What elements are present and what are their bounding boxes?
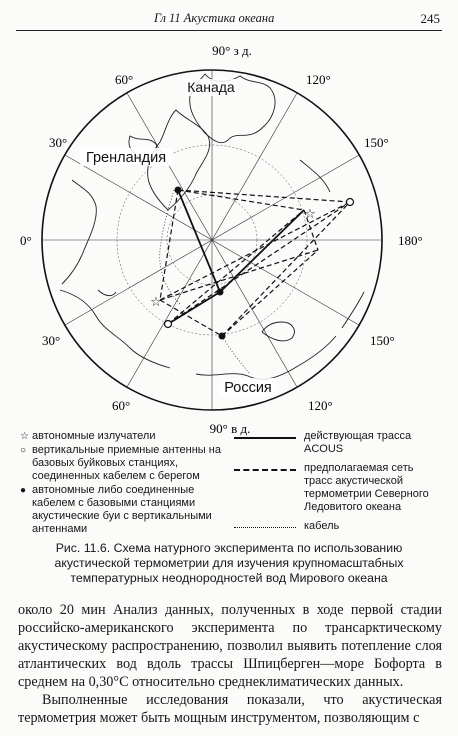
legend-text: автономные либо соединенные кабелем с базовыми станциями акустические буи с вертикальными антеннами — [32, 484, 212, 535]
star-icon: ☆ — [20, 431, 29, 442]
legend-item-buoy — [20, 484, 232, 536]
receiver-buoy-node — [175, 187, 182, 194]
meridian-label-150e-lower: 150° — [370, 333, 395, 348]
meridian-label-30w-upper: 30° — [49, 135, 68, 150]
legend-text: вертикальные приемные антенны на базовых буйковых станциях, соединенных кабелем с берегом — [32, 444, 221, 482]
legend-text: предполагаемая сеть трасс акустической термометрии Северного Ледовитого океана — [304, 462, 429, 513]
meridian-label-60w-upper: 60° — [115, 72, 134, 87]
meridian-label-90w: 90° з д. — [212, 43, 252, 58]
legend-text: автономные излучатели — [32, 430, 156, 442]
meridian-label-30e-lower: 30° — [42, 333, 61, 348]
meridian-label-60e-lower: 60° — [112, 398, 131, 413]
meridian-lines — [42, 70, 382, 410]
receiver-antenna-node — [347, 199, 354, 206]
receiver-buoy-node — [217, 289, 224, 296]
running-header — [16, 10, 442, 31]
legend-item-antenna — [20, 444, 232, 483]
meridian-label-90e: 90° в д. — [209, 421, 251, 436]
paragraph: около 20 мин Анализ данных, полученных в ходе первой стадии российско-американского эксперимента по трансарктическому акустическому распространению, позволил выявить потепление слоя атлантических вод вдоль трассы Шпицберген—море Бофорта в среднем на 0,30°С относительно среднеклиматических данных. — [18, 602, 442, 690]
receiver-antenna-node — [165, 321, 172, 328]
filled-circle-icon: ● — [20, 485, 27, 496]
meridian-label-0: 0° — [20, 233, 32, 248]
paragraph: Выполненные исследования показали, что акустическая термометрия может быть мощным инструментом, позволяющим с — [18, 692, 442, 726]
meridian-label-180: 180° — [398, 233, 423, 248]
dotted-line-icon — [234, 527, 296, 528]
meridian-label-120w-upper: 120° — [306, 72, 331, 87]
body-text — [18, 601, 442, 727]
arctic-map — [0, 40, 458, 440]
legend-left — [20, 430, 232, 537]
receiver-buoy-node — [219, 333, 226, 340]
figure-caption: Рис. 11.6. Схема натурного эксперимента по использованию акустической термометрии для изучения крупномасштабных температурных неоднородностей вод Мирового океана — [54, 541, 404, 585]
legend-item-emitter — [20, 430, 232, 443]
emitter-star-icon: ☆ — [304, 206, 316, 221]
legend-item-active-track — [234, 430, 440, 456]
acous-active-track — [168, 190, 304, 324]
emitter-star-icon: ☆ — [150, 294, 162, 309]
chapter-title: Гл 11 Акустика океана — [154, 11, 275, 25]
hollow-circle-icon: ○ — [20, 445, 27, 456]
dashed-line-icon — [234, 469, 296, 471]
legend-text: действующая трасса ACOUS — [304, 430, 412, 455]
region-label-russia: Россия — [224, 380, 272, 396]
solid-line-icon — [234, 437, 296, 439]
legend-item-proposed-network — [234, 462, 440, 514]
region-label-greenland: Гренландия — [85, 150, 167, 166]
meridian-label-120e-lower: 120° — [308, 398, 333, 413]
meridian-label-150w-upper: 150° — [364, 135, 389, 150]
region-label-canada: Канада — [187, 79, 235, 95]
page-number: 245 — [420, 11, 440, 26]
legend-right — [234, 430, 440, 545]
legend-item-cable — [234, 520, 440, 533]
legend-text: кабель — [304, 520, 340, 532]
